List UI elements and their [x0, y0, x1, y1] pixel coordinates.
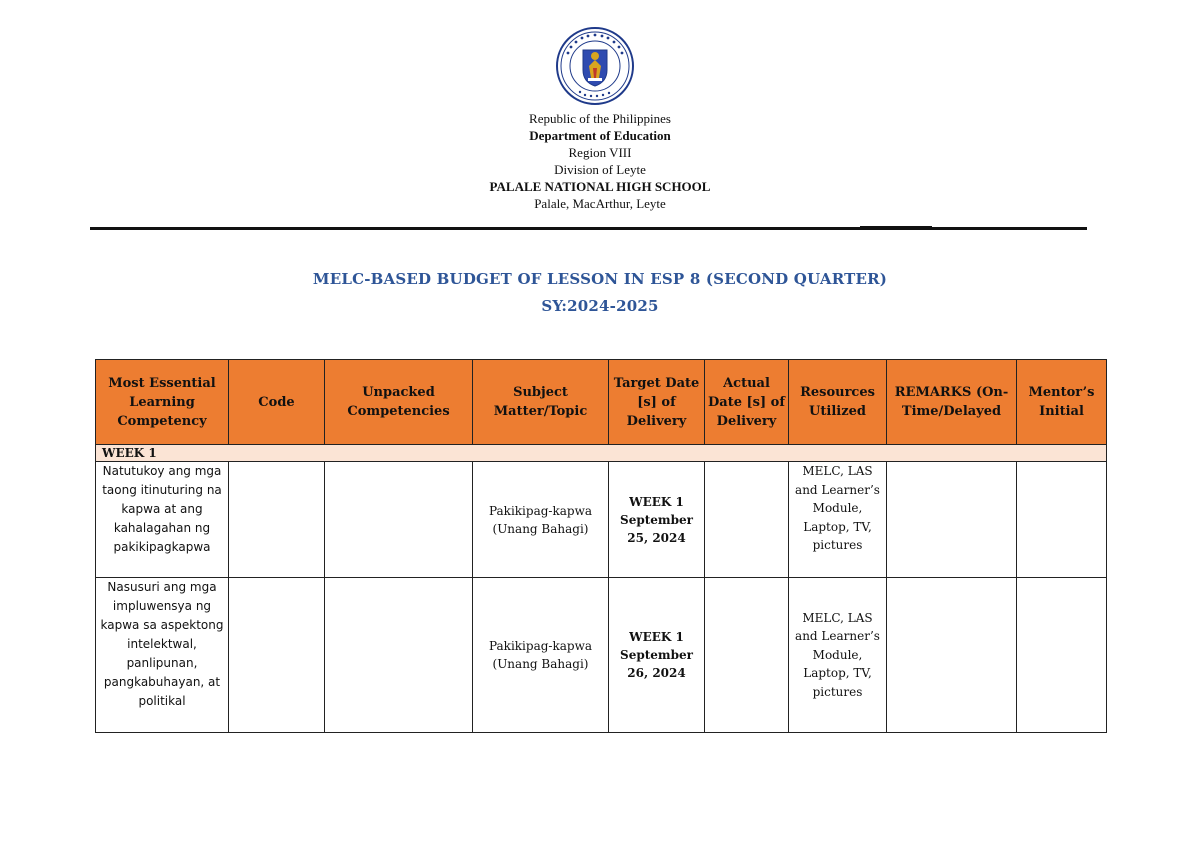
header-school-name: PALALE NATIONAL HIGH SCHOOL — [489, 179, 711, 194]
document-title: MELC-BASED BUDGET OF LESSON IN ESP 8 (SECOND QUARTER) — [312, 270, 888, 288]
table-row — [96, 578, 1107, 733]
week-label: WEEK 1 — [96, 445, 1107, 462]
column-header-actual-date: Actual Date [s] of Delivery — [705, 360, 789, 445]
cell-actual-date — [705, 462, 789, 578]
column-header-competency: Most Essential Learning Competency — [96, 360, 229, 445]
column-header-remarks: REMARKS (On-Time/Delayed — [887, 360, 1017, 445]
header-region: Region VIII — [568, 145, 632, 160]
school-header — [0, 110, 1200, 212]
cell-resources: MELC, LAS and Learner’s Module, Laptop, TV, pictures — [789, 578, 887, 733]
table-header-row — [96, 360, 1107, 445]
cell-target-date: WEEK 1 September 26, 2024 — [609, 578, 705, 733]
header-divider — [90, 227, 1087, 230]
cell-code — [229, 462, 325, 578]
column-header-target-date: Target Date [s] of Delivery — [609, 360, 705, 445]
deped-seal-icon — [555, 26, 635, 106]
header-divider-accent — [860, 226, 932, 228]
column-header-code: Code — [229, 360, 325, 445]
cell-remarks — [887, 462, 1017, 578]
header-address: Palale, MacArthur, Leyte — [534, 196, 666, 211]
column-header-unpacked: Unpacked Competencies — [325, 360, 473, 445]
column-header-resources: Resources Utilized — [789, 360, 887, 445]
header-republic: Republic of the Philippines — [529, 111, 671, 126]
cell-competency: Nasusuri ang mga impluwensya ng kapwa sa aspektong intelektwal, panlipunan, pangkabuhayan, at politikal — [96, 578, 229, 733]
cell-code — [229, 578, 325, 733]
cell-unpacked — [325, 578, 473, 733]
header-department: Department of Education — [529, 128, 671, 143]
cell-mentor — [1017, 462, 1107, 578]
week-row — [96, 445, 1107, 462]
header-division: Division of Leyte — [554, 162, 646, 177]
cell-topic: Pakikipag-kapwa (Unang Bahagi) — [473, 462, 609, 578]
cell-remarks — [887, 578, 1017, 733]
column-header-mentor: Mentor’s Initial — [1017, 360, 1107, 445]
cell-mentor — [1017, 578, 1107, 733]
cell-actual-date — [705, 578, 789, 733]
table-row — [96, 462, 1107, 578]
cell-target-date: WEEK 1 September 25, 2024 — [609, 462, 705, 578]
school-year: SY:2024-2025 — [541, 297, 659, 315]
cell-competency: Natutukoy ang mga taong itinuturing na kapwa at ang kahalagahan ng pakikipagkapwa — [96, 462, 229, 578]
column-header-topic: Subject Matter/Topic — [473, 360, 609, 445]
cell-unpacked — [325, 462, 473, 578]
cell-topic: Pakikipag-kapwa (Unang Bahagi) — [473, 578, 609, 733]
budget-of-lesson-table — [95, 359, 1107, 733]
cell-resources: MELC, LAS and Learner’s Module, Laptop, TV, pictures — [789, 462, 887, 578]
